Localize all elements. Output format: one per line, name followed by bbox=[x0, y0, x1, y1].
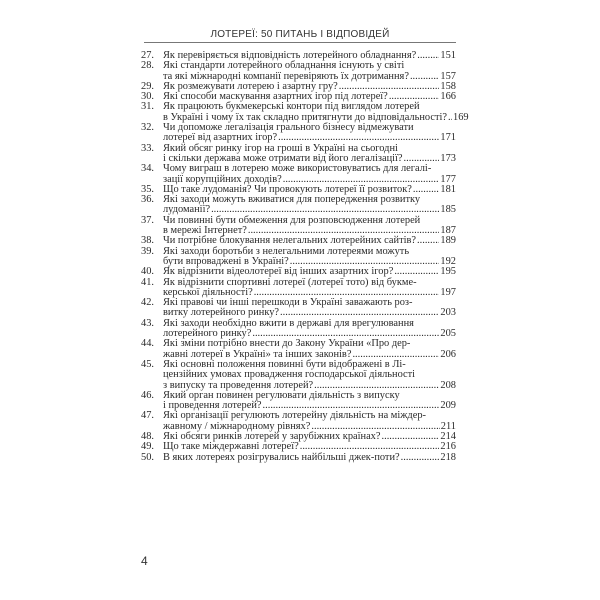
toc-entry bbox=[141, 360, 456, 391]
toc-entry-title-line: Які основні положення повинні бути відображені в Лі- bbox=[163, 358, 406, 370]
toc-entry bbox=[141, 247, 456, 268]
dot-leader bbox=[382, 432, 440, 442]
dot-leader bbox=[417, 236, 439, 246]
toc-entry-number: 27. bbox=[141, 50, 154, 61]
toc-entry-title-line: Які способи маскування азартних ігор під лотереї? bbox=[163, 91, 388, 103]
toc-entry-page: 185 bbox=[440, 204, 456, 216]
toc-entry bbox=[141, 298, 456, 319]
toc-entry-number: 37. bbox=[141, 214, 154, 226]
toc-entry-title-line: Які правові чи інші перешкоди в Україні заважають роз- bbox=[163, 297, 413, 309]
toc-entry-page: 205 bbox=[440, 328, 456, 340]
toc-entry-number: 50. bbox=[141, 451, 154, 463]
toc-entry-page: 181 bbox=[440, 183, 456, 195]
header-rule bbox=[144, 42, 456, 43]
toc-entry-title-line: Які організації регулюють лотерейну діяльність на міждер- bbox=[163, 410, 426, 422]
toc-entry bbox=[141, 411, 456, 432]
toc-entry-number: 48. bbox=[141, 430, 154, 442]
toc-entry-page: 209 bbox=[440, 400, 456, 412]
toc-entry-page: 211 bbox=[440, 420, 456, 432]
toc-entry-title-line: лотерейного ринку? bbox=[163, 328, 252, 340]
toc-entry-page: 169 bbox=[453, 111, 469, 123]
toc-entry bbox=[141, 144, 456, 165]
toc-entry-number: 35. bbox=[141, 183, 154, 195]
page-number: 4 bbox=[141, 554, 148, 568]
toc-entry-page: 157 bbox=[440, 70, 456, 82]
toc-entry-title-line: Як відрізнити відеолотереї від інших азартних ігор? bbox=[163, 266, 394, 278]
toc-entry-title-line: Чи допоможе легалізація грального бізнесу відмежувати bbox=[163, 122, 414, 134]
toc-entry-title-line: Які заходи можуть вживатися для попередження розвитку bbox=[163, 194, 421, 206]
toc-entry-number: 39. bbox=[141, 245, 154, 257]
toc-entry-page: 166 bbox=[440, 91, 456, 103]
toc-entry-title-line: Який обсяг ринку ігор на гроші в Україні на сьогодні bbox=[163, 142, 398, 154]
toc-entry-title-line: Що таке лудоманія? Чи провокують лотереї її розвиток? bbox=[163, 183, 412, 195]
toc-entry bbox=[141, 267, 456, 277]
toc-entry bbox=[141, 278, 456, 299]
toc-entry-page: 218 bbox=[440, 451, 456, 463]
toc-entry-title-line: Що таке міждержавні лотереї? bbox=[163, 441, 299, 453]
toc-entry-number: 34. bbox=[141, 163, 154, 175]
toc-entry-title-line: і скільки держава може отримати від його легалізації? bbox=[163, 152, 403, 164]
toc-entry-page: 158 bbox=[440, 80, 456, 92]
toc-entry bbox=[141, 339, 456, 360]
toc-entry-title-line: керської діяльності? bbox=[163, 286, 253, 298]
toc-entry-page: 171 bbox=[440, 132, 456, 144]
toc-entry-page: 177 bbox=[440, 173, 456, 185]
toc-entry bbox=[141, 164, 456, 185]
toc-entry-title-line: Який орган повинен регулювати діяльність з випуску bbox=[163, 389, 400, 401]
toc-entry-title-line: лотереї від азартних ігор? bbox=[163, 132, 278, 144]
toc-entry-title-line: і проведення лотерей? bbox=[163, 400, 262, 412]
toc-entry-page: 192 bbox=[440, 255, 456, 267]
toc-entry-number: 47. bbox=[141, 410, 154, 422]
toc-entry-title-line: Як розмежувати лотерею і азартну гру? bbox=[163, 80, 338, 92]
toc-entry-title-line: Які заходи необхідно вжити в державі для врегулювання bbox=[163, 317, 414, 329]
toc-entry-title-line: Як перевіряється відповідність лотерейного обладнання? bbox=[163, 50, 417, 61]
toc-entry-number: 49. bbox=[141, 441, 154, 453]
toc-entry-title-line: Як відрізнити спортивні лотереї (лотереї тото) від букме- bbox=[163, 276, 417, 288]
toc-entry-title-line: Чи потрібне блокування нелегальних лотерейних сайтів? bbox=[163, 235, 417, 247]
toc-entry-title-line: в Україні і чому їх так складно притягнути до відповідальності? bbox=[163, 111, 448, 123]
toc-entry-number: 28. bbox=[141, 60, 154, 72]
toc-entry-title-line: В яких лотереях розігрувались найбільші джек-поти? bbox=[163, 451, 400, 463]
toc-entry bbox=[141, 319, 456, 340]
toc-entry-title-line: та які міжнародні компанії перевіряють їх дотримання? bbox=[163, 70, 409, 82]
toc-entry bbox=[141, 101, 469, 123]
toc-entry-number: 32. bbox=[141, 122, 154, 134]
toc-entry bbox=[141, 453, 456, 463]
toc-entry-number: 44. bbox=[141, 338, 154, 350]
toc-entry-page: 151 bbox=[440, 50, 456, 61]
toc-entry-number: 36. bbox=[141, 194, 154, 206]
toc-entry-title-line: Які стандарти лотерейного обладнання існують у світі bbox=[163, 60, 405, 72]
dot-leader bbox=[448, 113, 452, 123]
toc-entry bbox=[141, 61, 456, 82]
toc-entry-page: 206 bbox=[440, 348, 456, 360]
toc-entry-page: 208 bbox=[440, 379, 456, 391]
toc-entry-title-line: Чому виграш в лотерею може використовуватись для легалі- bbox=[163, 163, 432, 175]
toc-entry-number: 45. bbox=[141, 358, 154, 370]
toc-entry-title-line: Чи повинні бути обмеження для розповсюдження лотерей bbox=[163, 214, 421, 226]
dot-leader bbox=[410, 72, 439, 82]
toc-entry-number: 38. bbox=[141, 235, 154, 247]
toc-entry-page: 189 bbox=[440, 235, 456, 247]
toc-entry-number: 41. bbox=[141, 276, 154, 288]
toc-entry-title-line: лудоманії? bbox=[163, 204, 211, 216]
table-of-contents bbox=[141, 50, 469, 463]
toc-entry-title-line: Які обсяги ринків лотерей у зарубіжних країнах? bbox=[163, 430, 381, 442]
toc-entry-page: 203 bbox=[440, 307, 456, 319]
dot-leader bbox=[417, 51, 439, 61]
running-head: ЛОТЕРЕЇ: 50 ПИТАНЬ І ВІДПОВІДЕЙ bbox=[210, 29, 390, 40]
toc-entry-page: 216 bbox=[440, 441, 456, 453]
toc-entry-title-line: в мережі Інтернет? bbox=[163, 225, 247, 237]
toc-entry-number: 40. bbox=[141, 266, 154, 278]
toc-entry-title-line: зації корупційних доходів? bbox=[163, 173, 282, 185]
toc-entry-page: 214 bbox=[440, 430, 456, 442]
toc-entry-title-line: Які заходи боротьби з нелегальними лотереями можуть bbox=[163, 245, 410, 257]
toc-entry bbox=[141, 195, 456, 216]
toc-entry-number: 30. bbox=[141, 91, 154, 103]
toc-entry-title-line: жавні лотереї в Україні» та інших законів? bbox=[163, 348, 352, 360]
toc-entry-page: 197 bbox=[440, 286, 456, 298]
toc-entry bbox=[141, 123, 456, 144]
toc-entry-title-line: бути впроваджені в Україні? bbox=[163, 255, 289, 267]
toc-entry-number: 31. bbox=[141, 101, 154, 113]
dot-leader bbox=[394, 267, 439, 277]
toc-entry-title-line: Як працюють букмекерські контори під виглядом лотерей bbox=[163, 101, 420, 113]
toc-entry-title-line: цензійних умовах провадження господарської діяльності bbox=[163, 369, 416, 381]
toc-entry-number: 42. bbox=[141, 297, 154, 309]
toc-entry-title-line: з випуску та проведення лотерей? bbox=[163, 379, 314, 391]
toc-entry-page: 187 bbox=[440, 225, 456, 237]
toc-entry-number: 33. bbox=[141, 142, 154, 154]
toc-entry-title-line: жавному / міжнародному рівнях? bbox=[163, 420, 311, 432]
toc-entry bbox=[141, 216, 456, 237]
toc-entry-number: 43. bbox=[141, 317, 154, 329]
toc-entry-number: 46. bbox=[141, 389, 154, 401]
toc-entry-page: 173 bbox=[440, 152, 456, 164]
toc-entry-number: 29. bbox=[141, 80, 154, 92]
toc-entry-page: 195 bbox=[440, 266, 456, 278]
dot-leader bbox=[401, 453, 440, 463]
toc-entry-title-line: витку лотерейного ринку? bbox=[163, 307, 280, 319]
toc-entry bbox=[141, 391, 456, 412]
toc-entry-title-line: Які зміни потрібно внести до Закону України «Про дер- bbox=[163, 338, 411, 350]
